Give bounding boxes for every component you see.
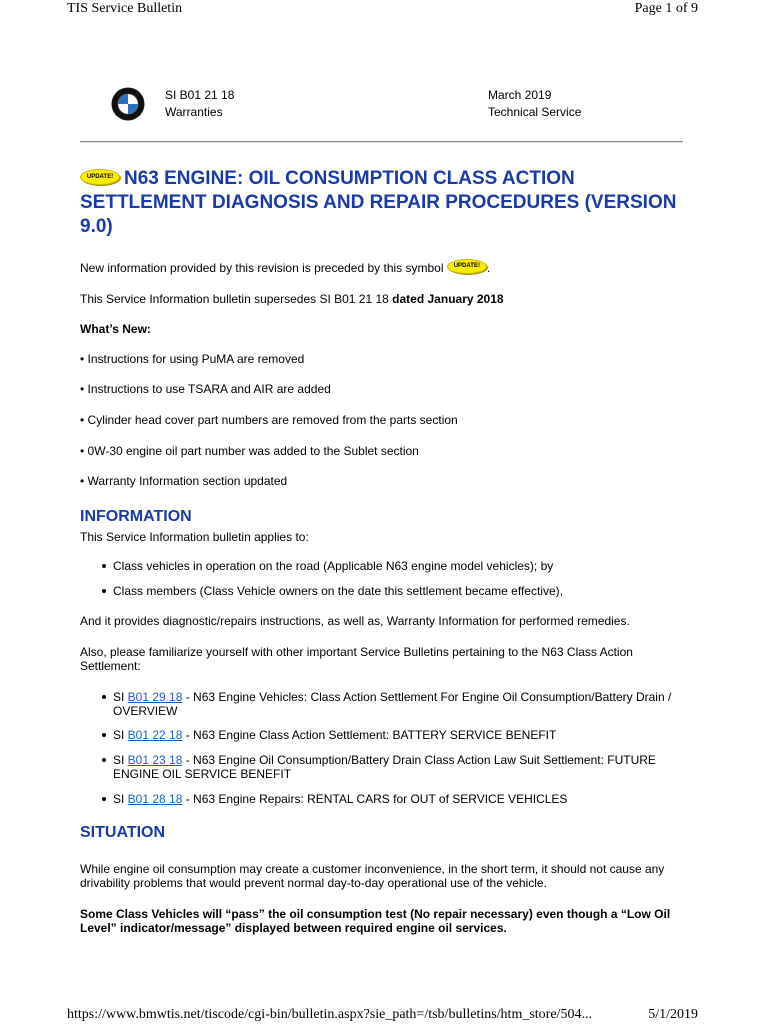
bulletin-category: Warranties	[165, 105, 223, 119]
related-bulletin-link[interactable]: B01 29 18	[127, 690, 183, 704]
supersedes-paragraph	[80, 292, 690, 306]
new-info-text: New information provided by this revision is preceded by this symbol	[80, 261, 444, 275]
bulletin-prefix: SI	[113, 690, 128, 704]
related-bulletin-link[interactable]: B01 28 18	[127, 792, 183, 806]
whats-new-item: • 0W-30 engine oil part number was added to the Sublet section	[80, 444, 419, 458]
bulletin-type: Technical Service	[488, 105, 582, 119]
related-bulletin-link[interactable]: B01 22 18	[127, 728, 183, 742]
print-header-title: TIS Service Bulletin	[67, 1, 183, 16]
whats-new-item: • Instructions to use TSARA and AIR are added	[80, 382, 331, 396]
information-heading: INFORMATION	[80, 508, 192, 525]
bulletin-meta-right	[488, 87, 581, 121]
diagnostic-paragraph: And it provides diagnostic/repairs instructions, as well as, Warranty Information for performed remedies.	[80, 614, 630, 628]
related-bulletin-link[interactable]: B01 23 18	[127, 753, 183, 767]
supersedes-text: This Service Information bulletin supersedes SI B01 21 18	[80, 292, 393, 306]
whats-new-item: • Instructions for using PuMA are removed	[80, 352, 305, 366]
related-bulletin-item	[102, 792, 703, 806]
related-bulletin-description: - N63 Engine Vehicles: Class Action Settlement For Engine Oil Consumption/Battery Drain / OVERVIEW	[113, 690, 672, 718]
bulletin-prefix: SI	[113, 728, 128, 742]
bulletin-title	[80, 167, 680, 239]
footer-url: https://www.bmwtis.net/tiscode/cgi-bin/bulletin.aspx?sie_path=/tsb/bulletins/htm_store/504...	[67, 1007, 592, 1022]
bulletin-number: SI B01 21 18	[165, 88, 235, 102]
header-divider	[80, 141, 683, 143]
bulletin-meta-left	[165, 87, 234, 121]
whats-new-heading: What’s New:	[80, 322, 151, 336]
related-bulletin-description: - N63 Engine Oil Consumption/Battery Drain Class Action Law Suit Settlement: FUTURE ENGINE OIL SERVICE BENEFIT	[113, 753, 656, 781]
applies-text: This Service Information bulletin applies to:	[80, 530, 309, 544]
bulletin-prefix: SI	[113, 753, 128, 767]
bmw-logo-icon	[111, 87, 145, 121]
bulletin-date: March 2019	[488, 88, 552, 102]
related-bulletin-item	[102, 728, 703, 742]
situation-heading: SITUATION	[80, 824, 166, 841]
bulletin-prefix: SI	[113, 792, 128, 806]
whats-new-item: • Warranty Information section updated	[80, 474, 288, 488]
familiarize-paragraph: Also, please familiarize yourself with other important Service Bulletins pertaining to the N63 Class Action Settlement:	[80, 645, 633, 673]
update-badge-icon: UPDATE!	[80, 169, 120, 185]
new-info-end: .	[486, 261, 491, 275]
applies-list-item: Class members (Class Vehicle owners on the date this settlement became effective),	[102, 584, 703, 598]
situation-paragraph: While engine oil consumption may create a customer inconvenience, in the short term, it should not cause any drivability problems that would prevent normal day-to-day operational use of the vehicle.	[80, 862, 665, 890]
bulletin-title-text: N63 ENGINE: OIL CONSUMPTION CLASS ACTION SETTLEMENT DIAGNOSIS AND REPAIR PROCEDURES (VERSION 9.0)	[80, 168, 677, 237]
print-header-page-number: Page 1 of 9	[634, 1, 698, 16]
related-bulletin-description: - N63 Engine Repairs: RENTAL CARS for OUT of SERVICE VEHICLES	[182, 792, 568, 806]
new-info-paragraph	[80, 261, 690, 276]
related-bulletin-item	[102, 753, 703, 781]
supersedes-date: dated January 2018	[392, 292, 504, 306]
situation-bold-note: Some Class Vehicles will “pass” the oil consumption test (No repair necessary) even though a “Low Oil Level” indicator/message” displayed between required engine oil services.	[80, 907, 671, 935]
related-bulletin-item	[102, 690, 703, 718]
update-badge-icon: UPDATE!	[447, 259, 487, 274]
footer-date: 5/1/2019	[648, 1007, 698, 1022]
applies-list-item: Class vehicles in operation on the road (Applicable N63 engine model vehicles); by	[102, 559, 703, 573]
whats-new-item: • Cylinder head cover part numbers are removed from the parts section	[80, 413, 458, 427]
related-bulletin-description: - N63 Engine Class Action Settlement: BATTERY SERVICE BENEFIT	[182, 728, 557, 742]
